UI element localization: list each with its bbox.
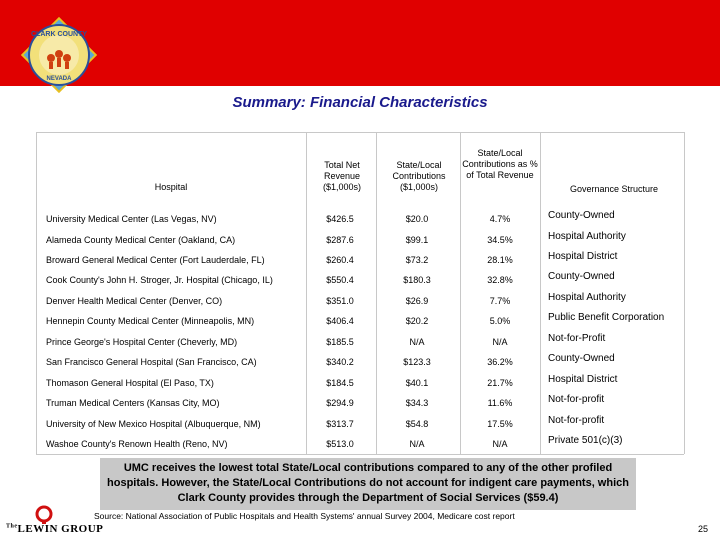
hospital-name: Cook County's John H. Stroger, Jr. Hospital (Chicago, IL) [46, 275, 273, 285]
table-row [36, 351, 684, 371]
revenue-value: $406.4 [326, 316, 354, 326]
hospital-name: Prince George's Hospital Center (Cheverly, MD) [46, 337, 238, 347]
table-row [36, 310, 684, 330]
governance-value: Not-for-profit [548, 415, 605, 426]
pct-value: N/A [492, 337, 508, 347]
col-header-percent: State/Local Contributions as % of Total Revenue [462, 148, 538, 180]
hospital-name: Truman Medical Centers (Kansas City, MO) [46, 398, 220, 408]
col-header-revenue: Total Net Revenue ($1,000s) [322, 160, 362, 192]
table-row [36, 249, 684, 269]
svg-text:CLARK COUNTY: CLARK COUNTY [31, 31, 87, 38]
governance-value: Hospital Authority [548, 231, 626, 242]
summary-callout: UMC receives the lowest total State/Local contributions compared to any of the other profiled hospitals. However, the State/Local Contributions do not account for indigent care payments, which Clark County provides through the Department of Social Services ($59.4) [100, 458, 636, 510]
table-row [36, 269, 684, 289]
table-row [36, 433, 684, 453]
governance-value: County-Owned [548, 271, 615, 282]
pct-value: 7.7% [489, 296, 511, 306]
table-border-right [684, 132, 685, 454]
hospital-name: San Francisco General Hospital (San Francisco, CA) [46, 357, 257, 367]
lewin-prefix: The [6, 523, 18, 530]
table-row [36, 229, 684, 249]
revenue-value: $313.7 [326, 419, 354, 429]
contrib-value: $180.3 [403, 275, 431, 285]
table-row [36, 372, 684, 392]
revenue-value: $351.0 [326, 296, 354, 306]
table-row [36, 331, 684, 351]
hospital-name: Denver Health Medical Center (Denver, CO) [46, 296, 223, 306]
lewin-name: LEWIN GROUP [17, 523, 104, 535]
pct-value: 11.6% [487, 398, 513, 408]
lewin-group-wordmark [6, 523, 103, 535]
contrib-value: $20.2 [405, 316, 429, 326]
pct-value: 32.8% [487, 275, 513, 285]
col-header-governance: Governance Structure [569, 184, 659, 194]
contrib-value: $73.2 [405, 255, 429, 265]
contrib-value: $123.3 [403, 357, 431, 367]
revenue-value: $550.4 [326, 275, 354, 285]
governance-value: Hospital District [548, 251, 618, 262]
governance-value: Public Benefit Corporation [548, 312, 665, 323]
hospital-name: Broward General Medical Center (Fort Lauderdale, FL) [46, 255, 265, 265]
hospital-name: University Medical Center (Las Vegas, NV) [46, 214, 217, 224]
revenue-value: $426.5 [326, 214, 354, 224]
pct-value: N/A [492, 439, 508, 449]
revenue-value: $184.5 [326, 378, 354, 388]
governance-value: Hospital Authority [548, 292, 626, 303]
contrib-value: $26.9 [405, 296, 429, 306]
table-row [36, 208, 684, 228]
contrib-value: $99.1 [405, 235, 429, 245]
col-header-hospital: Hospital [154, 182, 188, 192]
hospital-name: University of New Mexico Hospital (Albuquerque, NM) [46, 419, 261, 429]
contrib-value: N/A [409, 439, 425, 449]
governance-value: County-Owned [548, 210, 615, 221]
svg-text:NEVADA: NEVADA [46, 76, 72, 82]
page-title-wrap [0, 94, 720, 112]
table-border-bottom [36, 454, 684, 455]
revenue-value: $185.5 [326, 337, 354, 347]
clark-county-logo [18, 14, 100, 96]
contrib-value: $54.8 [405, 419, 429, 429]
revenue-value: $294.9 [326, 398, 354, 408]
contrib-value: $20.0 [405, 214, 429, 224]
pct-value: 34.5% [487, 235, 513, 245]
page-title: Summary: Financial Characteristics [232, 94, 488, 111]
hospital-name: Alameda County Medical Center (Oakland, CA) [46, 235, 236, 245]
pct-value: 4.7% [489, 214, 511, 224]
contrib-value: $40.1 [405, 378, 429, 388]
hospital-name: Hennepin County Medical Center (Minneapolis, MN) [46, 316, 255, 326]
col-header-contributions: State/Local Contributions ($1,000s) [392, 160, 446, 192]
contrib-value: $34.3 [405, 398, 429, 408]
pct-value: 21.7% [487, 378, 513, 388]
revenue-value: $287.6 [326, 235, 354, 245]
table-row [36, 290, 684, 310]
pct-value: 5.0% [489, 316, 511, 326]
governance-value: County-Owned [548, 353, 615, 364]
pct-value: 36.2% [487, 357, 513, 367]
governance-value: Hospital District [548, 374, 618, 385]
revenue-value: $513.0 [326, 439, 354, 449]
governance-value: Private 501(c)(3) [548, 435, 623, 446]
contrib-value: N/A [409, 337, 425, 347]
revenue-value: $260.4 [326, 255, 354, 265]
page-number: 25 [697, 524, 708, 534]
hospital-name: Washoe County's Renown Health (Reno, NV) [46, 439, 228, 449]
pct-value: 17.5% [487, 419, 513, 429]
governance-value: Not-for-profit [548, 394, 605, 405]
pct-value: 28.1% [487, 255, 513, 265]
governance-value: Not-for-Profit [548, 333, 606, 344]
table-row [36, 413, 684, 433]
source-note: Source: National Association of Public Hospitals and Health Systems' annual Survey 2004, Medicare cost report [94, 511, 515, 521]
hospital-name: Thomason General Hospital (El Paso, TX) [46, 378, 214, 388]
table-border-top [36, 132, 684, 133]
table-row [36, 392, 684, 412]
revenue-value: $340.2 [326, 357, 354, 367]
